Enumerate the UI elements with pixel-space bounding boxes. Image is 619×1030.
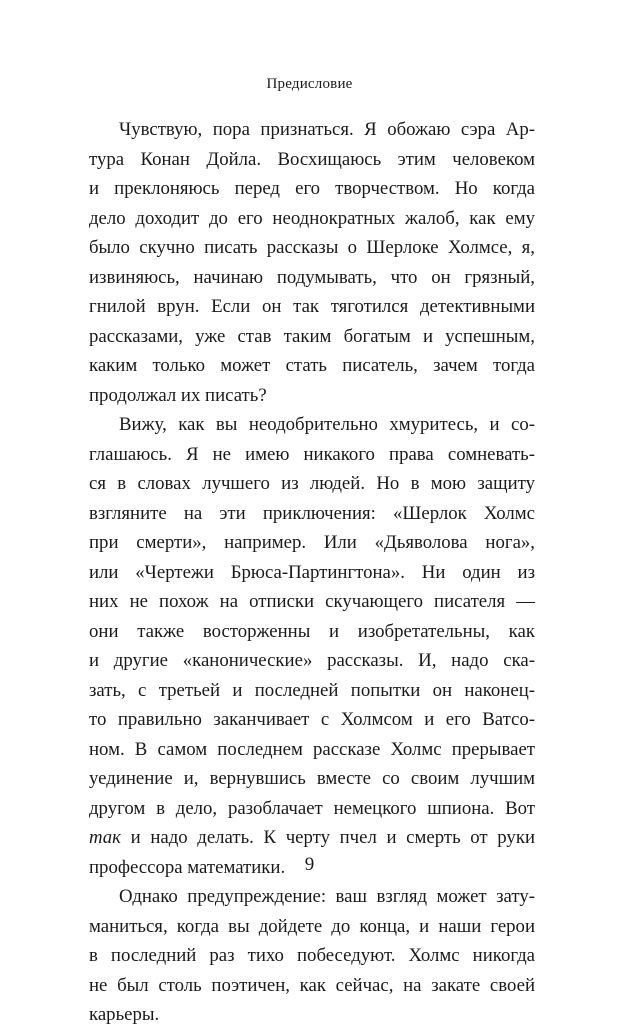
paragraph-1-line-5: было скучно писать рассказы о Шерлоке Холмсе, я, bbox=[89, 237, 535, 258]
paragraph-2-line-15 bbox=[89, 823, 535, 853]
paragraph-1-line-2: тура Конан Дойла. Восхищаюсь этим человеком bbox=[89, 148, 535, 170]
running-head: Предисловие bbox=[266, 76, 353, 92]
paragraph-1-line-9: каким только может стать писатель, зачем тогда bbox=[89, 355, 535, 376]
paragraph-2-line-8: они также восторженны и изобретательны, как bbox=[89, 620, 535, 642]
paragraph-1-line-3: и преклоняюсь перед его творчеством. Но когда bbox=[89, 178, 535, 199]
paragraph-2-line-2: глашаюсь. Я не имею никакого права сомневать- bbox=[89, 443, 535, 465]
paragraph-2-line-7: них не похож на отписки скучающего писателя — bbox=[89, 591, 535, 612]
paragraph-2-line-5: при смерти», например. Или «Дьяволова нога», bbox=[89, 532, 535, 553]
paragraph-2-line-16: профессора математики. bbox=[89, 856, 286, 878]
paragraph-1-line-7: гнилой врун. Если он так тяготился детективными bbox=[89, 296, 535, 317]
emphasis-text: так bbox=[89, 827, 121, 848]
paragraph-2-line-3: ся в словах лучшего из людей. Но в мою защиту bbox=[89, 473, 535, 494]
paragraph-1-line-6: извиняюсь, начинаю подумывать, что он грязный, bbox=[89, 266, 535, 288]
paragraph-1-line-8: рассказами, уже став таким богатым и успешным, bbox=[89, 325, 535, 347]
paragraph-2-line-11: то правильно заканчивает с Холмсом и его Ватсо- bbox=[89, 709, 535, 730]
paragraph-2-line-13: уединение и, вернувшись вместе со своим лучшим bbox=[89, 768, 535, 789]
paragraph-3-line-3: в последний раз тихо побеседуют. Холмс никогда bbox=[89, 945, 535, 966]
page-number: 9 bbox=[304, 854, 315, 875]
paragraph-3-line-2: маниться, когда вы дойдете до конца, и наши герои bbox=[89, 915, 535, 937]
paragraph-2-line-12: ном. В самом последнем рассказе Холмс прерывает bbox=[89, 738, 535, 760]
paragraph-2-line-9: и другие «канонические» рассказы. И, надо ска- bbox=[89, 650, 535, 671]
paragraph-2-line-14: другом в дело, разоблачает немецкого шпиона. Вот bbox=[89, 797, 535, 819]
paragraph-2-line-6: или «Чертежи Брюса-Партингтона». Ни один из bbox=[89, 561, 535, 583]
paragraph-1-line-4: дело доходит до его неоднократных жалоб, как ему bbox=[89, 207, 535, 229]
body-text bbox=[89, 115, 535, 1030]
paragraph-2-line-10: зать, с третьей и последней попытки он наконец- bbox=[89, 679, 535, 701]
paragraph-2-line-4: взгляните на эти приключения: «Шерлок Холмс bbox=[89, 502, 535, 524]
paragraph-1-line-10: продолжал их писать? bbox=[89, 384, 267, 406]
paragraph-3-line-1: Однако предупреждение: ваш взгляд может зату- bbox=[119, 886, 535, 907]
line-remainder: и надо делать. К черту пчел и смерть от руки bbox=[120, 827, 535, 848]
paragraph-1-line-1: Чувствую, пора признаться. Я обожаю сэра Ар- bbox=[119, 119, 535, 140]
paragraph-3-line-4: не был столь поэтичен, как сейчас, на закате своей bbox=[89, 974, 535, 996]
paragraph-2-line-1: Вижу, как вы неодобрительно хмуритесь, и со- bbox=[119, 414, 535, 435]
paragraph-3-line-5: карьеры. bbox=[89, 1004, 160, 1025]
